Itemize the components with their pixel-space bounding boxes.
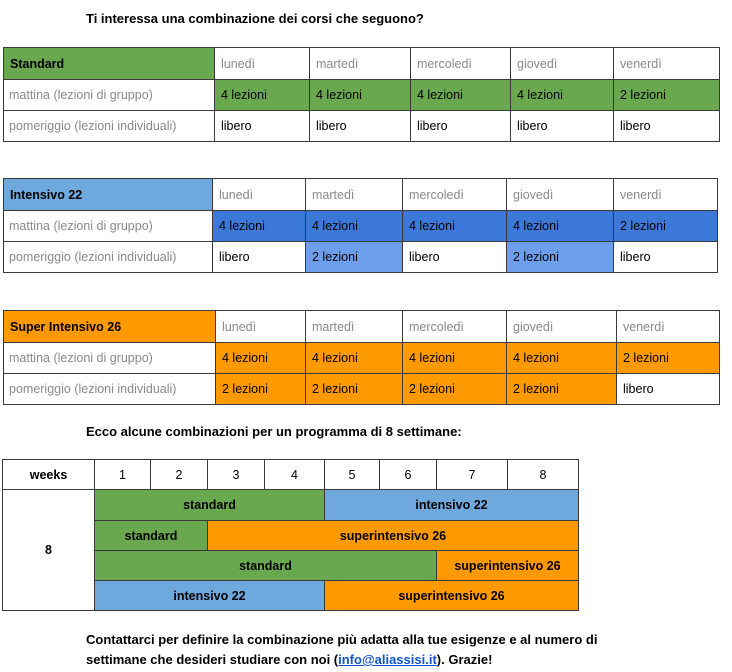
schedule-cell: 4 lezioni bbox=[306, 343, 403, 374]
combo-segment-intensivo: intensivo 22 bbox=[324, 489, 579, 521]
schedule-cell: libero bbox=[411, 111, 511, 142]
day-header: giovedì bbox=[507, 179, 614, 211]
intensivo-schedule-table bbox=[3, 178, 718, 273]
schedule-cell: 4 lezioni bbox=[306, 211, 403, 242]
weeks-header: weeks bbox=[2, 459, 95, 490]
schedule-cell: 2 lezioni bbox=[617, 343, 720, 374]
schedule-cell: 2 lezioni bbox=[216, 374, 306, 405]
week-number-header: 2 bbox=[150, 459, 208, 490]
schedule-cell: 4 lezioni bbox=[507, 343, 617, 374]
combo-segment-superintensivo: superintensivo 26 bbox=[207, 520, 579, 551]
row-label-afternoon: pomeriggio (lezioni individuali) bbox=[4, 374, 216, 405]
day-header: venerdì bbox=[614, 179, 718, 211]
day-header: venerdì bbox=[617, 311, 720, 343]
schedule-cell: 2 lezioni bbox=[614, 80, 720, 111]
row-label-morning: mattina (lezioni di gruppo) bbox=[4, 343, 216, 374]
combo-segment-superintensivo: superintensivo 26 bbox=[436, 550, 579, 581]
row-label-morning: mattina (lezioni di gruppo) bbox=[4, 211, 213, 242]
intro-question: Ti interessa una combinazione dei corsi che seguono? bbox=[86, 11, 424, 26]
schedule-cell: 4 lezioni bbox=[507, 211, 614, 242]
email-link[interactable]: info@aliassisi.it bbox=[338, 652, 437, 667]
combo-segment-standard: standard bbox=[94, 520, 208, 551]
superintensivo-schedule-table bbox=[3, 310, 720, 405]
week-number-header: 3 bbox=[207, 459, 265, 490]
schedule-cell: 4 lezioni bbox=[310, 80, 411, 111]
schedule-cell: libero bbox=[511, 111, 614, 142]
week-number-header: 1 bbox=[94, 459, 151, 490]
schedule-cell: 4 lezioni bbox=[511, 80, 614, 111]
schedule-cell: 4 lezioni bbox=[216, 343, 306, 374]
course-title: Intensivo 22 bbox=[4, 179, 213, 211]
schedule-cell: libero bbox=[213, 242, 306, 273]
row-label-afternoon: pomeriggio (lezioni individuali) bbox=[4, 242, 213, 273]
combo-segment-intensivo: intensivo 22 bbox=[94, 580, 325, 611]
schedule-cell: libero bbox=[215, 111, 310, 142]
schedule-cell: 4 lezioni bbox=[215, 80, 310, 111]
combo-segment-superintensivo: superintensivo 26 bbox=[324, 580, 579, 611]
course-title: Standard bbox=[4, 48, 215, 80]
schedule-cell: 2 lezioni bbox=[614, 211, 718, 242]
total-weeks-cell: 8 bbox=[2, 489, 95, 611]
day-header: martedì bbox=[306, 179, 403, 211]
week-number-header: 4 bbox=[264, 459, 325, 490]
combo-segment-standard: standard bbox=[94, 550, 437, 581]
day-header: lunedì bbox=[216, 311, 306, 343]
schedule-cell: libero bbox=[614, 111, 720, 142]
schedule-cell: 4 lezioni bbox=[403, 343, 507, 374]
day-header: martedì bbox=[306, 311, 403, 343]
contact-line2-after: ). Grazie! bbox=[436, 652, 493, 667]
schedule-cell: libero bbox=[614, 242, 718, 273]
week-number-header: 7 bbox=[436, 459, 508, 490]
schedule-cell: 2 lezioni bbox=[403, 374, 507, 405]
schedule-cell: 2 lezioni bbox=[306, 242, 403, 273]
contact-line1: Contattarci per definire la combinazione più adatta alla tue esigenze e al numero di bbox=[86, 632, 598, 647]
day-header: mercoledì bbox=[403, 179, 507, 211]
schedule-cell: libero bbox=[403, 242, 507, 273]
week-number-header: 6 bbox=[379, 459, 437, 490]
day-header: mercoledì bbox=[403, 311, 507, 343]
schedule-cell: 4 lezioni bbox=[213, 211, 306, 242]
row-label-afternoon: pomeriggio (lezioni individuali) bbox=[4, 111, 215, 142]
day-header: martedì bbox=[310, 48, 411, 80]
row-label-morning: mattina (lezioni di gruppo) bbox=[4, 80, 215, 111]
schedule-cell: libero bbox=[617, 374, 720, 405]
day-header: venerdì bbox=[614, 48, 720, 80]
schedule-cell: 2 lezioni bbox=[507, 374, 617, 405]
combinations-heading: Ecco alcune combinazioni per un programma di 8 settimane: bbox=[86, 424, 462, 439]
course-title: Super Intensivo 26 bbox=[4, 311, 216, 343]
schedule-cell: 4 lezioni bbox=[403, 211, 507, 242]
schedule-cell: 2 lezioni bbox=[306, 374, 403, 405]
week-number-header: 8 bbox=[507, 459, 579, 490]
schedule-cell: 2 lezioni bbox=[507, 242, 614, 273]
schedule-cell: libero bbox=[310, 111, 411, 142]
day-header: mercoledì bbox=[411, 48, 511, 80]
combination-grid bbox=[2, 459, 579, 611]
combo-segment-standard: standard bbox=[94, 489, 325, 521]
day-header: giovedì bbox=[511, 48, 614, 80]
contact-line2-before: settimane che desideri studiare con noi ( bbox=[86, 652, 339, 667]
schedule-cell: 4 lezioni bbox=[411, 80, 511, 111]
week-number-header: 5 bbox=[324, 459, 380, 490]
day-header: giovedì bbox=[507, 311, 617, 343]
day-header: lunedì bbox=[215, 48, 310, 80]
standard-schedule-table bbox=[3, 47, 720, 142]
contact-paragraph bbox=[86, 630, 686, 670]
day-header: lunedì bbox=[213, 179, 306, 211]
